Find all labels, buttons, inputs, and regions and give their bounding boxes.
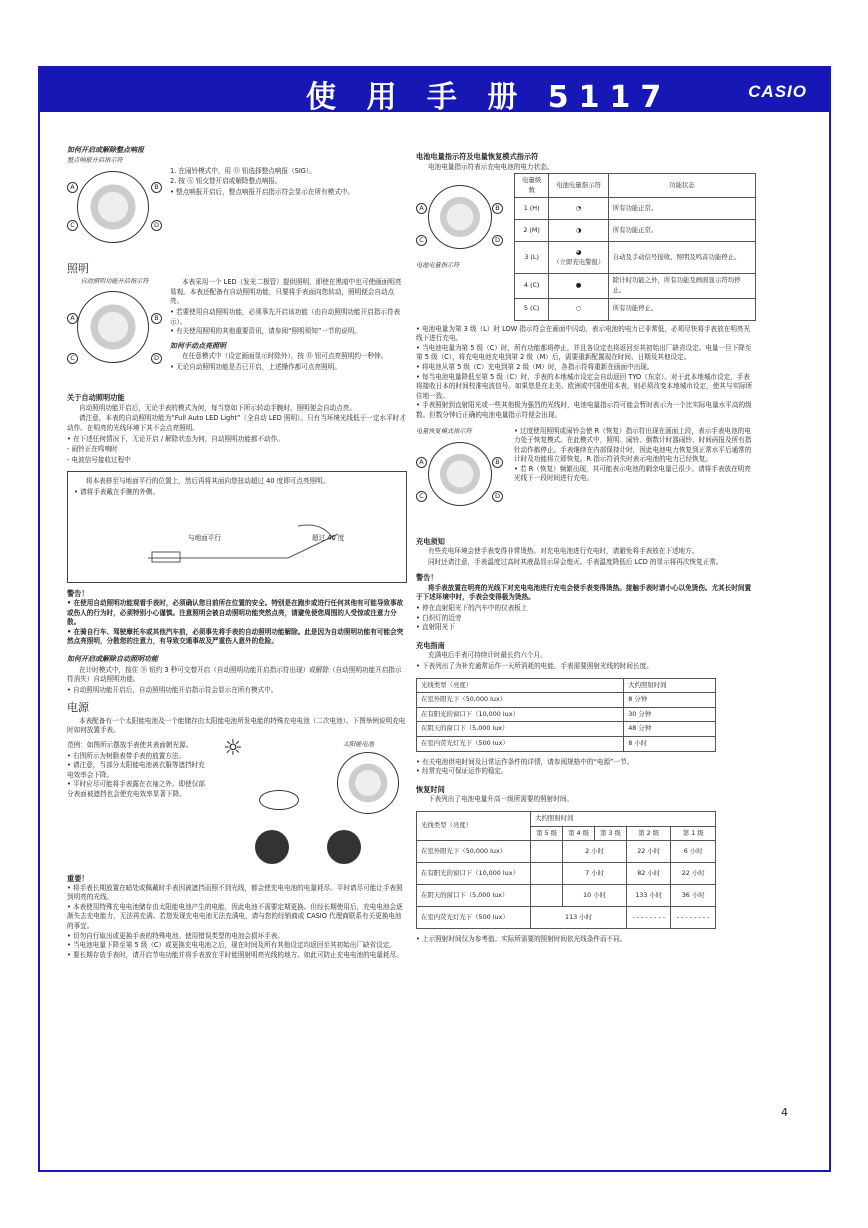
hot-place-item: • 直射阳光下 [416, 623, 756, 633]
level-header: 第 2 级 [626, 826, 670, 841]
table-cell: 22 小时 [671, 863, 716, 885]
guide-bullet: • 下表列出了为补充通常运作一天所消耗的电能，手表需要照射光线的时间长度。 [416, 662, 756, 672]
restore-text: 下表列出了电池电量升高一级所需要的照射时间。 [428, 795, 574, 804]
watch-illustration [428, 185, 492, 249]
left-column [67, 146, 407, 960]
status-cell: 所有功能正常。 [608, 198, 755, 220]
table-header: 功能状态 [608, 174, 755, 198]
level-cell: 2 (M) [515, 220, 549, 242]
table-row [417, 707, 716, 722]
table-row [417, 737, 716, 752]
hot-place-item: • 停在直射阳光下的汽车中的仪表板上 [416, 604, 756, 614]
box-text: 将本表移至与地面平行的位置上，然后再将其面向您扭动超过 40 度即可点亮照明。 [86, 477, 330, 486]
important-item: • 将手表长期放置在暗处或佩戴时手表因被遮挡而照不到光线，都会使充电电池的电量耗尽。平时请尽可能让手表照到明亮的光线。 [67, 884, 407, 903]
battery-indicator-icon: ● [549, 274, 608, 298]
table-row [515, 298, 756, 320]
level-cell: 4 (C) [515, 274, 549, 298]
charging-warning-label: 警告！ [416, 573, 438, 583]
watch-illustration [337, 752, 399, 814]
table-cell: 2 小时 [563, 841, 627, 863]
table-header: 光线类型（亮度） [417, 811, 531, 840]
table-row [417, 693, 716, 708]
auto-light-bullet: • 在下述任何情况下，无论开启 / 解除状态为何，自动照明功能都不动作。 [67, 435, 407, 445]
label-parallel: 与地面平行 [188, 534, 221, 543]
auto-light-heading: 关于自动照明功能 [67, 393, 125, 403]
title-banner [40, 68, 829, 115]
wrist-angle-box [67, 471, 407, 583]
table-header: 大约照射时间 [624, 678, 716, 693]
light-title: 照明 [67, 261, 89, 275]
button-b-icon: B [151, 182, 162, 193]
table-cell: 8 分钟 [624, 693, 716, 708]
table-header: 大约照射时间 [531, 811, 716, 826]
table-row [417, 885, 716, 907]
restore-table [416, 811, 716, 929]
battery-img-label: 电池电量指示符 [416, 262, 460, 270]
table-cell: 22 小时 [626, 841, 670, 863]
table-row [515, 274, 756, 298]
battery-low-icon: ◕ （立即充电警报） [549, 242, 608, 274]
battery-bullet: • 当电池电量为第 5 级（C）时，所有功能都将停止，并且各设定也将返回至其初始出厂缺省设定。电量一旦下降至第 5 级（C），将充电电池充电到第 2 级（M）后，需要重新配置现在时间、日期及其他设定。 [416, 344, 756, 363]
watch-illustration [77, 291, 149, 363]
watch-on-side-icon [259, 790, 299, 810]
level-cell: 5 (C) [515, 298, 549, 320]
button-b-icon: B [151, 313, 162, 324]
restore-heading: 恢复时间 [416, 784, 445, 794]
table-row [417, 907, 716, 929]
guide-note: • 有关电池供电时间及日常运作条件的详情，请参阅规格中的“电源”一节。 [416, 758, 756, 768]
table-cell: - - - - - - - - [671, 907, 716, 929]
level-cell: 3 (L) [515, 242, 549, 274]
battery-heading: 电池电量指示符及电量恢复模式指示符 [416, 152, 539, 161]
table-cell: 8 小时 [624, 737, 716, 752]
level-header: 第 1 级 [671, 826, 716, 841]
status-cell: 所有功能正常。 [608, 220, 755, 242]
table-cell: 在室外阳光下（50,000 lux） [417, 841, 531, 863]
right-column [416, 146, 756, 945]
alarm-step-2: 2. 按 Ⓐ 钮交替开启或解除整点响报。 [170, 177, 282, 186]
table-row [417, 722, 716, 737]
table-cell: 在室外阳光下（50,000 lux） [417, 693, 624, 708]
important-item: • 当电池电量下降至第 5 级（C）或更换充电电池之后，现在时间及所有其他设定均返回至其初始出厂缺省设定。 [67, 941, 407, 951]
button-a-icon: A [416, 203, 427, 214]
alarm-bullet: • 整点响报开启后，整点响报开启指示符会显示在所有模式中。 [170, 188, 407, 198]
label-angle: 超过 40 度 [312, 534, 345, 543]
button-b-icon: B [492, 457, 503, 468]
table-cell: 在阴天的窗口下（5,000 lux） [417, 722, 624, 737]
alarm-img-label: 整点响报开启指示符 [67, 156, 123, 164]
button-a-icon: A [67, 313, 78, 324]
table-cell: 在有阳光的窗口下（10,000 lux） [417, 863, 531, 885]
toggle-text: 在计时模式中，按住 Ⓑ 钮约 3 秒可交替开启（自动照明功能开启指示符出现）或解除（自动照明功能开启指示符消失）自动照明功能。 [67, 665, 402, 684]
button-c-icon: C [67, 353, 78, 364]
manual-light-bullet: • 无论自动照明功能是否已开启，上述操作都可点亮照明。 [170, 363, 407, 373]
table-row [417, 841, 716, 863]
table-header: 电池电量指示符 [549, 174, 608, 198]
low-warning-note: （立即充电警报） [553, 257, 605, 266]
watch-illustration [428, 442, 492, 506]
toggle-bullet: • 自动照明功能开启后，自动照明功能开启指示符会显示在所有模式中。 [67, 686, 407, 696]
box-bullet: • 请将手表戴在手腕的外侧。 [74, 488, 400, 498]
important-item: • 要长期存放手表时，请开启节电功能并将手表放在平时能照射明亮光线的地方。如此可防止充电电池的电量耗尽。 [67, 951, 407, 961]
page-number: 4 [781, 1106, 788, 1119]
button-d-icon: D [151, 353, 162, 364]
level-header: 第 4 级 [563, 826, 595, 841]
button-d-icon: D [492, 235, 503, 246]
button-c-icon: C [416, 491, 427, 502]
button-d-icon: D [151, 220, 162, 231]
casio-logo: CASIO [748, 82, 807, 101]
alarm-step-1: 1. 在闹铃模式中，用 Ⓓ 钮选择整点响报（SIG）。 [170, 166, 316, 175]
table-row [515, 242, 756, 274]
power-bullet: • 右图所示为树脂表带手表的放置方法。 [67, 752, 207, 762]
button-c-icon: C [67, 220, 78, 231]
level-header: 第 3 级 [595, 826, 627, 841]
hot-place-item: • 白炽灯的近旁 [416, 614, 756, 624]
manual-light-text: 在任意模式中（设定画面显示时除外），按 Ⓑ 钮可点亮照明约一秒钟。 [182, 352, 388, 361]
table-cell: 10 小时 [563, 885, 627, 907]
auto-light-text-2: 请注意，本表的自动照明功能为“Full Auto LED Light”（全自动 LED 照明）。只有当环境光线低于一定水平时才动作。在明亮的光线环境下其不会点亮照明。 [67, 414, 406, 432]
level-header: 第 5 级 [531, 826, 563, 841]
battery-table [514, 173, 756, 320]
battery-bullet: • 每当电池电量降低至第 5 级（C）时，手表的本地城市设定会自动返回 TYO（东京）。对于此本地城市设定，手表将接收日本的时间校准电波信号。如果您是在北美、欧洲或中国使用本表，则必须改变本地城市设定，使其与实际所住地一致。 [416, 373, 756, 402]
charging-heading: 充电须知 [416, 536, 445, 546]
table-cell: 在阴天的窗口下（5,000 lux） [417, 885, 531, 907]
solar-label: 太阳能电池 [343, 741, 374, 749]
power-text: 本表配备有一个太阳能电池及一个能储存由太阳能电池所发电能的特殊充电电池（二次电池）。下图举例说明充电时如何放置手表。 [67, 716, 406, 735]
power-example: 范例：如图所示摆放手表使其表面朝光源。 [67, 741, 193, 750]
light-img-label: 自动照明功能开启指示符 [80, 278, 149, 286]
toggle-heading: 如何开启或解除自动照明功能 [67, 654, 158, 663]
recovery-img-label: 电量恢复模式指示符 [416, 427, 472, 435]
button-b-icon: B [492, 203, 503, 214]
manual-light-heading: 如何手动点亮照明 [170, 341, 226, 350]
wrist-diagram [138, 516, 348, 576]
button-d-icon: D [492, 491, 503, 502]
important-item: • 切勿自行取出或更换手表的特殊电池。使用错误类型的电池会损坏手表。 [67, 932, 407, 942]
table-cell: 在有阳光的窗口下（10,000 lux） [417, 707, 624, 722]
battery-bullet: • 手表照射到直射阳光或一些其他极为强烈的光线时，电池电量指示符可能会暂时表示为一个比实际电量水平高的级数。但数分钟后正确的电池电量指示符便会出现。 [416, 401, 756, 420]
status-cell: 除计时功能之外，所有功能及画面显示符均停止。 [608, 274, 755, 298]
button-a-icon: A [67, 182, 78, 193]
important-item: • 本表使用特殊充电电池储存由太阳能电池产生的电能，因此电池不需要定期更换。但经长期使用后，充电电池会逐渐失去充电能力，无法再充满。若您发现充电电池无法充满电，请与您的经销商或 CASIO 代理商联系有关更换电池的事宜。 [67, 903, 407, 932]
button-a-icon: A [416, 457, 427, 468]
battery-text: 电池电量指示符表示充电电池的电力状态。 [428, 162, 554, 171]
warning-item: • 在骑自行车、驾驶摩托车或其他汽车前，必须事先将手表的自动照明功能解除。此是因为自动照明功能有可能会突然点亮照明，分散您的注意力，有导致交通事故及严重伤人意外的危险。 [67, 628, 407, 647]
sun-icon: ☼ [223, 736, 243, 762]
manual-title: 使 用 手 册 5117 [306, 80, 672, 115]
power-bullet: • 平时应尽可能将手表露在衣袖之外。即使仅部分表面被遮挡也会使充电效率显著下降。 [67, 780, 207, 799]
light-intro: 本表采用一个 LED（发光二极管）提供照明，即使在黑暗中也可使画面明亮易观。本表还配备有自动照明功能，只要将手表面向您转动，照明便会自动点亮。 [170, 278, 402, 306]
auto-light-dash: - 电波信号接收过程中 [67, 455, 131, 464]
charging-text-2: 同时还请注意，手表温度过高时其液晶显示屏会熄灭。手表温度降低后 LCD 的显示将再次恢复正常。 [428, 557, 723, 566]
table-cell: 在室内荧光灯光下（500 lux） [417, 737, 624, 752]
table-cell: 36 小时 [671, 885, 716, 907]
watch-illustration [77, 171, 149, 243]
recovery-bullet: • 过度使用照明或闹铃会使 R（恢复）指示符出现在画面上段，表示手表电池的电力处于恢复模式。在此模式中，照明、闹铃、倒数计时器闹铃、时间码报及所有指针动作都停止。手表继续在内部保持计时，因此电池电力恢复到正常水平后通常的计时及功能将立即恢复。R 指示符消失时表示电池的电力已经恢复。 [514, 427, 756, 465]
battery-bullet: • 电池电量为第 3 级（L）时 LOW 指示符会在画面中闪动，表示电池的电力已非常低，必须尽快将手表放在明亮光线下进行充电。 [416, 325, 756, 344]
table-row [515, 198, 756, 220]
guide-heading: 充电指南 [416, 640, 445, 650]
table-cell: 7 小时 [563, 863, 627, 885]
warning-label: 警告！ [67, 589, 89, 599]
table-cell: - - - - - - - - [626, 907, 670, 929]
battery-bullet: • 将电池从第 5 级（C）充电到第 2 级（M）时，各指示符将重新在画面中出现。 [416, 363, 756, 373]
level-cell: 1 (H) [515, 198, 549, 220]
warning-item: • 在使用自动照明功能观看手表时，必须确认您目前所在位置的安全。特别是在跑步或进行任何其他有可能导致事故或伤人的行为时，必须特别小心谨慎。注意照明会被自动照明功能突然点亮，请避免使您周围的人受惊或注意力分散。 [67, 599, 407, 628]
battery-indicator-icon: ○ [549, 298, 608, 320]
table-cell: 82 小时 [626, 863, 670, 885]
restore-note: • 上示照射时间仅为参考值。实际所需要的照射时间依光线条件而不同。 [416, 935, 756, 945]
table-cell: 133 小时 [626, 885, 670, 907]
power-bullet: • 请注意，当部分太阳能电池被衣服等遮挡时充电效率会下降。 [67, 761, 207, 780]
watch-on-wrist-icon [327, 830, 361, 864]
battery-indicator-icon: ◑ [549, 220, 608, 242]
table-cell: 在室内荧光灯光下（500 lux） [417, 907, 531, 929]
status-cell: 自动及手动信号接收、照明及鸣音功能停止。 [608, 242, 755, 274]
important-label: 重要！ [67, 874, 89, 884]
battery-indicator-icon: ◔ [549, 198, 608, 220]
guide-table [416, 678, 716, 752]
table-header: 电量级数 [515, 174, 549, 198]
table-cell: 113 小时 [531, 907, 627, 929]
table-cell: 48 分钟 [624, 722, 716, 737]
guide-text: 充满电后手表可持续计时最长约六个月。 [428, 651, 547, 660]
table-cell: 30 分钟 [624, 707, 716, 722]
auto-light-dash: - 闹铃正在鸣响时 [67, 445, 118, 454]
guide-note: • 经常充电可保证运作的稳定。 [416, 767, 756, 777]
alarm-heading: 如何开启或解除整点响报 [67, 146, 144, 154]
recovery-bullet: • 若 R（恢复）频繁出现，其可能表示电池的剩余电量已很少。请将手表放在明亮光线下一段时间进行充电。 [514, 465, 756, 484]
power-title: 电源 [67, 701, 89, 715]
light-bullet: • 有关使用照明的其他重要资讯，请参阅“照明须知”一节的说明。 [170, 327, 407, 337]
table-row [515, 220, 756, 242]
status-cell: 所有功能停止。 [608, 298, 755, 320]
light-bullet: • 若要使用自动照明功能，必须事先开启该功能（由自动照明功能开启指示符表示）。 [170, 308, 407, 327]
table-header: 光线类型（亮度） [417, 678, 624, 693]
watch-on-wrist-icon [255, 830, 289, 864]
button-c-icon: C [416, 235, 427, 246]
auto-light-text: 自动照明功能开启后，无论手表的模式为何，每当您如下所示转动手腕时，照明便会自动点亮。 [79, 403, 356, 412]
table-cell: 6 小时 [671, 841, 716, 863]
charging-warning-text: 将手表放置在明亮的光线下对充电电池进行充电会使手表变得烫热。接触手表时请小心以免烫伤。尤其长时间置于下述环境中时，手表会变得极为烫热。 [416, 583, 752, 602]
charging-text: 有些充电环境会使手表变得非常烫热。对充电电池进行充电时，请避免将手表放在下述地方。 [428, 547, 699, 556]
table-row [417, 863, 716, 885]
